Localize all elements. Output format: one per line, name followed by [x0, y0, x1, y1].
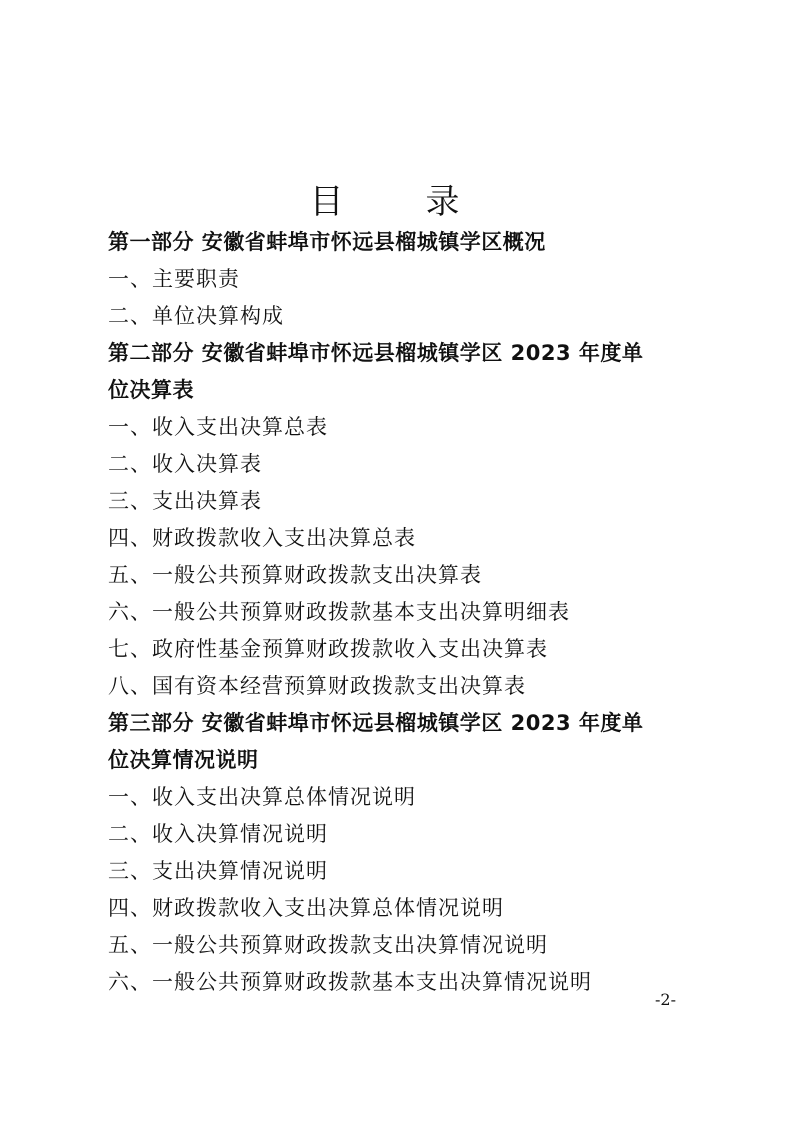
- part3-item-4: 四、财政拨款收入支出决算总体情况说明: [108, 896, 504, 920]
- part2-item-1: 一、收入支出决算总表: [108, 415, 328, 439]
- page-number: -2-: [655, 990, 676, 1009]
- part1-item-2: 二、单位决算构成: [108, 304, 284, 328]
- part3-item-1: 一、收入支出决算总体情况说明: [108, 785, 416, 809]
- part3-item-3: 三、支出决算情况说明: [108, 859, 328, 883]
- part3-item-5: 五、一般公共预算财政拨款支出决算情况说明: [108, 933, 548, 957]
- part3-heading-line2: 位决算情况说明: [108, 748, 259, 772]
- part2-heading-line2: 位决算表: [108, 378, 194, 402]
- part2-item-7: 七、政府性基金预算财政拨款收入支出决算表: [108, 637, 548, 661]
- part2-item-8: 八、国有资本经营预算财政拨款支出决算表: [108, 674, 526, 698]
- part2-item-5: 五、一般公共预算财政拨款支出决算表: [108, 563, 482, 587]
- part2-item-4: 四、财政拨款收入支出决算总表: [108, 526, 416, 550]
- part3-item-2: 二、收入决算情况说明: [108, 822, 328, 846]
- part3-heading-line1: 第三部分 安徽省蚌埠市怀远县榴城镇学区 2023 年度单: [108, 711, 644, 735]
- toc-title: 目 录: [309, 182, 484, 222]
- part1-item-1: 一、主要职责: [108, 267, 240, 291]
- part2-item-3: 三、支出决算表: [108, 489, 262, 513]
- part2-item-2: 二、收入决算表: [108, 452, 262, 476]
- part1-heading: 第一部分 安徽省蚌埠市怀远县榴城镇学区概况: [108, 230, 546, 254]
- part2-item-6: 六、一般公共预算财政拨款基本支出决算明细表: [108, 600, 570, 624]
- table-of-contents: [108, 224, 698, 1001]
- part2-heading-line1: 第二部分 安徽省蚌埠市怀远县榴城镇学区 2023 年度单: [108, 341, 644, 365]
- part3-item-6: 六、一般公共预算财政拨款基本支出决算情况说明: [108, 970, 592, 994]
